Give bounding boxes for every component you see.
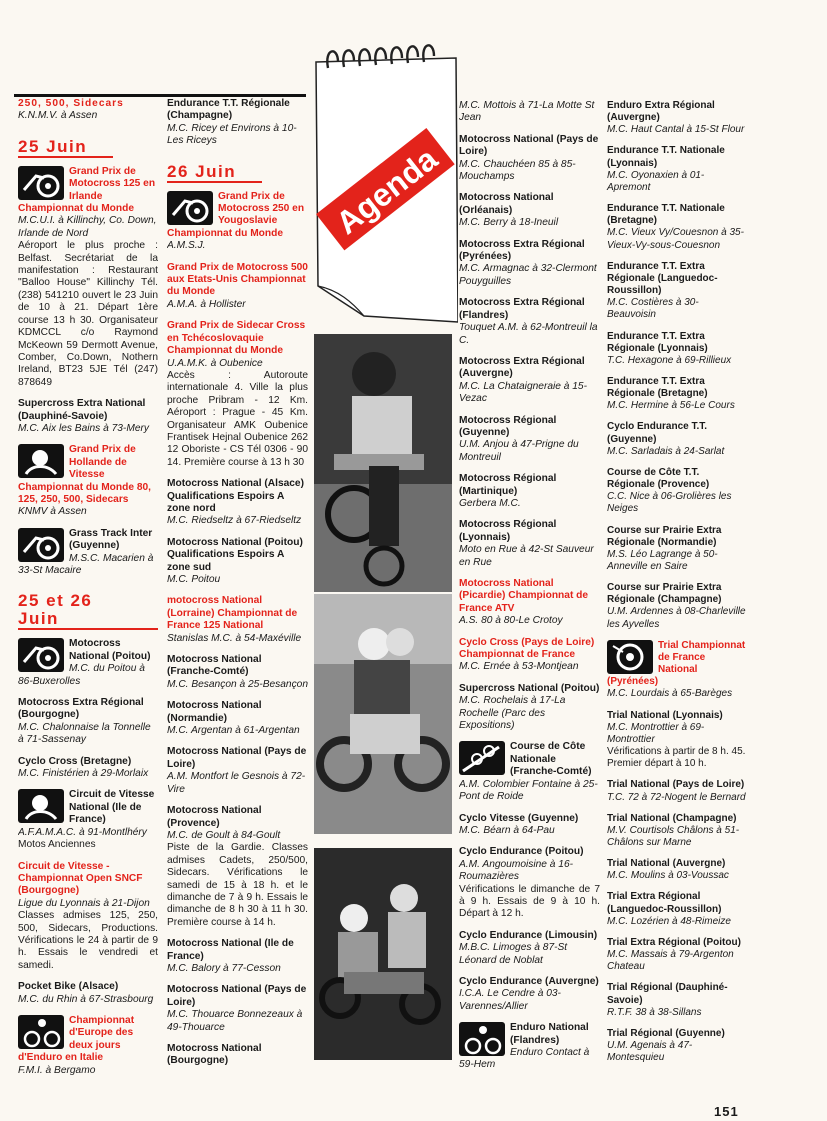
entry-organizer: M.C. Montrottier à 69-Montrottier xyxy=(607,721,705,745)
entry-title: Motocross Régional (Lyonnais) xyxy=(459,519,557,543)
agenda-entry xyxy=(167,700,308,737)
entry-details: Motos Anciennes xyxy=(18,839,96,851)
agenda-entry xyxy=(607,858,747,882)
top-rule xyxy=(14,94,306,97)
entry-title: Circuit de Vitesse - Championnat Open SNCF (Bourgogne) xyxy=(18,860,143,897)
agenda-entry xyxy=(459,683,600,733)
entry-organizer: M.C. Chauchéen 85 à 85-Mouchamps xyxy=(459,158,576,183)
entry-title: Motocross National (Normandie) xyxy=(167,700,262,724)
agenda-entry xyxy=(459,239,600,289)
entry-title: Endurance T.T. Extra Régionale (Languedoc-Roussillon) xyxy=(607,260,718,297)
agenda-entry xyxy=(607,331,747,367)
date-heading: 26 Juin xyxy=(167,163,262,183)
entry-organizer: M.C. de Goult à 84-Goult xyxy=(167,829,281,841)
agenda-entry xyxy=(167,805,308,929)
agenda-entry xyxy=(167,746,308,796)
entry-title: Trial Extra Régional (Languedoc-Roussillon) xyxy=(607,891,722,915)
entry-organizer: M.C. Lozérien à 48-Rimeize xyxy=(607,915,731,927)
entry-organizer: K.N.M.V. à Assen xyxy=(18,110,98,122)
entry-organizer: M.C. Besançon à 25-Besançon xyxy=(167,678,309,690)
page-number: 151 xyxy=(714,1104,739,1119)
agenda-entry xyxy=(167,595,308,645)
motocross-icon xyxy=(18,166,64,200)
photo-sidecar-jump xyxy=(314,848,452,1060)
entry-organizer: I.C.A. Le Cendre à 03-Varennes/Allier xyxy=(459,988,561,1012)
entry-title: Grand Prix de Motocross 250 en Yougoslavie Championnat du Monde xyxy=(167,190,305,239)
agenda-entry xyxy=(459,134,600,184)
entry-title: Cyclo Endurance (Limousin) xyxy=(459,929,598,941)
entry-organizer: A.F.A.M.A.C. à 91-Montlhéry xyxy=(18,826,147,838)
entry-title: Grand Prix de Motocross 125 en Irlande Championnat du Monde xyxy=(18,165,156,215)
entry-details: Classes admises 125, 250, 500, Sidecars, Productions. Vérifications le 24 à partir de 9 h. Essais le vendredi et samedi. xyxy=(18,910,158,971)
entry-title: Motocross National (Pays de Loire) xyxy=(459,133,599,158)
enduro-icon xyxy=(18,1015,64,1049)
entry-title: Grand Prix de Hollande de Vitesse Championnat du Monde 80, 125, 250, 500, Sidecars xyxy=(18,444,152,505)
entry-title: Motocross National (Provence) xyxy=(167,805,262,829)
entry-organizer: M.C. Lourdais à 65-Barèges xyxy=(607,688,733,700)
agenda-entry xyxy=(459,415,600,465)
entry-title: Cyclo Endurance T.T. (Guyenne) xyxy=(607,421,708,445)
entry-title: Cyclo Cross (Bretagne) xyxy=(18,755,132,767)
entry-organizer: C.C. Nice à 06-Grolières les Neiges xyxy=(607,491,732,515)
entry-organizer: A.M. Montfort le Gesnois à 72-Vire xyxy=(167,771,306,795)
entry-organizer: M.C. Haut Cantal à 15-St Flour xyxy=(607,124,745,136)
date-heading: 25 Juin xyxy=(18,138,113,158)
entry-organizer: M.C. Berry à 18-Ineuil xyxy=(459,217,559,229)
agenda-entry xyxy=(459,846,600,920)
photo-atv-riders xyxy=(314,594,452,834)
entry-organizer: M.C. Costières à 30-Beauvoisin xyxy=(607,297,699,321)
entry-organizer: KNMV à Assen xyxy=(18,506,87,518)
entry-title: Motocross Extra Régional (Flandres) xyxy=(459,297,585,321)
agenda-entry xyxy=(18,166,158,389)
entry-title: Motocross Extra Régional (Bourgogne) xyxy=(18,697,144,721)
agenda-entry xyxy=(459,741,600,803)
agenda-entry xyxy=(607,982,747,1018)
column-4 xyxy=(607,100,747,1073)
agenda-entry xyxy=(18,528,158,578)
agenda-entry xyxy=(167,984,308,1034)
entry-details: Piste de la Gardie. Classes admises Cadets, 250/500, Sidecars. Vérifications le samedi de 15 à 18 h. et le dimanche de 7 à 9 h. Essais le dimanche de 8 h 30 à 11 h 30. Première course à 14 h. xyxy=(167,842,308,928)
agenda-entry xyxy=(607,421,747,457)
agenda-entry xyxy=(607,710,747,771)
road-racing-icon xyxy=(18,444,64,478)
entry-title: Trial Extra Régional (Poitou) xyxy=(607,936,741,948)
entry-title: Championnat d'Europe des deux jours d'Enduro en Italie xyxy=(18,1014,135,1064)
column-1 xyxy=(18,98,158,1086)
agenda-entry xyxy=(607,376,747,412)
entry-organizer: U.M. Agenais à 47-Montesquieu xyxy=(607,1040,693,1064)
agenda-entry xyxy=(18,1015,158,1077)
entry-title: Motocross National (Pays de Loire) xyxy=(167,984,307,1008)
agenda-entry xyxy=(167,320,308,469)
agenda-entry xyxy=(167,1043,308,1068)
agenda-entry xyxy=(167,98,308,148)
agenda-entry xyxy=(607,1028,747,1064)
entry-organizer: M.C. Chalonnaise la Tonnelle à 71-Sassenay xyxy=(18,721,151,746)
entry-organizer: Enduro Contact à 59-Hem xyxy=(459,1047,590,1071)
agenda-entry xyxy=(167,478,308,528)
entry-organizer: M.C. Béarn à 64-Pau xyxy=(459,824,555,836)
entry-details: Vérifications à partir de 8 h. 45. Premier départ à 10 h. xyxy=(607,746,746,770)
agenda-entry xyxy=(607,525,747,574)
agenda-entry xyxy=(607,467,747,516)
agenda-entry xyxy=(607,145,747,194)
entry-title: Motocross Régional (Martinique) xyxy=(459,473,557,497)
agenda-entry xyxy=(167,654,308,691)
entry-organizer: Moto en Rue à 42-St Sauveur en Rue xyxy=(459,544,594,568)
entry-organizer: M.C. Balory à 77-Cesson xyxy=(167,962,281,974)
entry-organizer: M.C. Thouarce Bonnezeaux à 49-Thouarce xyxy=(167,1009,303,1033)
entry-title: Trial Championnat de France National (Pyrénées) xyxy=(607,639,746,688)
entry-title: Trial National (Auvergne) xyxy=(607,858,726,870)
agenda-entry xyxy=(607,261,747,322)
entry-organizer: T.C. 72 à 72-Nogent le Bernard xyxy=(607,791,746,803)
entry-title: Cyclo Endurance (Auvergne) xyxy=(459,975,599,987)
agenda-entry xyxy=(607,640,747,701)
entry-organizer: M.C. Aix les Bains à 73-Mery xyxy=(18,422,149,434)
agenda-entry xyxy=(459,1022,600,1072)
entry-title: Endurance T.T. Nationale (Bretagne) xyxy=(607,203,725,227)
entry-organizer: M.C. Hermine à 56-Le Cours xyxy=(607,400,735,412)
entry-title: Grand Prix de Motocross 500 aux Etats-Unis Championnat du Monde xyxy=(167,261,308,298)
agenda-entry xyxy=(167,262,308,312)
entry-organizer: Gerbera M.C. xyxy=(459,497,521,509)
agenda-entry xyxy=(167,938,308,975)
entry-organizer: M.C. Riedseltz à 67-Riedseltz xyxy=(167,515,302,527)
entry-organizer: M.V. Courtisols Châlons à 51-Châlons sur Marne xyxy=(607,824,740,848)
entry-details: Aéroport le plus proche : Belfast. Secrétariat de la manifestation : Restaurant "Balloo House" Killinchy Tél. (238) 541210 ouvert le 23 Juin de 10 à 21. Départ 1ère course 13 h 30. Organisateur KDMCCL c/o Raymond McKeown 59 Dermott Avenue, Comber, Co.Down, Nothern Ireland, BT23 5JE Tél (247) 878649 xyxy=(18,240,158,388)
entry-title: Cyclo Cross (Pays de Loire) Championnat de France xyxy=(459,636,595,661)
agenda-entry xyxy=(459,930,600,967)
entry-title: Trial National (Champagne) xyxy=(607,812,737,824)
entry-title: Motocross National (Ile de France) xyxy=(167,938,294,962)
agenda-entry xyxy=(18,638,158,688)
entry-title: Enduro Extra Régional (Auvergne) xyxy=(607,100,715,124)
agenda-entry xyxy=(18,98,158,123)
agenda-entry xyxy=(18,981,158,1006)
entry-organizer: M.C. Ernée à 53-Montjean xyxy=(459,661,579,673)
entry-organizer: M.S. Léo Lagrange à 50-Anneville en Saire xyxy=(607,548,718,572)
entry-organizer: M.C. Moulins à 03-Voussac xyxy=(607,870,729,882)
entry-title: motocross National (Lorraine) Championnat de France 125 National xyxy=(167,595,298,632)
agenda-entry xyxy=(459,297,600,347)
entry-organizer: U.M. Anjou à 47-Prigne du Montreuil xyxy=(459,439,579,463)
agenda-entry xyxy=(459,637,600,674)
entry-title: Motocross National (Orléanais) xyxy=(459,192,554,216)
entry-organizer: A.M. Colombier Fontaine à 25-Pont de Roide xyxy=(459,778,598,803)
entry-title: Course de Côte T.T. Régionale (Provence) xyxy=(607,466,710,491)
entry-organizer: M.S.C. Macarien à 33-St Macaire xyxy=(18,552,154,576)
entry-organizer: U.A.M.K. à Oubenice xyxy=(167,357,263,369)
entry-title: Supercross National (Poitou) xyxy=(459,682,600,694)
entry-title: Grass Track Inter (Guyenne) xyxy=(69,527,153,552)
agenda-entry xyxy=(459,813,600,838)
entry-organizer: M.C. La Chataigneraie à 15-Vezac xyxy=(459,380,587,405)
agenda-entry xyxy=(459,356,600,406)
agenda-entry xyxy=(607,100,747,136)
entry-organizer: M.C.U.I. à Killinchy, Co. Down, Irlande de Nord xyxy=(18,215,157,239)
entry-organizer: M.B.C. Limoges à 87-St Léonard de Noblat xyxy=(459,942,568,966)
agenda-entry xyxy=(18,444,158,518)
agenda-entry xyxy=(607,779,747,803)
date-heading: 25 et 26 Juin xyxy=(18,592,158,630)
agenda-entry xyxy=(18,398,158,435)
entry-title: Motocross National (Bourgogne) xyxy=(167,1043,262,1067)
entry-details: Accès : Autoroute internationale 4. Ville la plus proche Pribram - 12 Km. Aéroport : Prague - 45 Km. Organisateur AMK Oubenice Frantisek Hejnal Oubenice 262 12 Oboriste - CS Tél 0306 - 90 14. Première course à 13 h 30 xyxy=(167,369,308,468)
entry-organizer: M.C. Finistérien à 29-Morlaix xyxy=(18,768,149,780)
agenda-entry xyxy=(459,473,600,510)
agenda-entry xyxy=(459,578,600,628)
entry-title: Circuit de Vitesse National (Ile de France) xyxy=(69,789,155,826)
agenda-entry xyxy=(607,813,747,849)
agenda-entry xyxy=(167,537,308,587)
entry-title: Course sur Prairie Extra Régionale (Champagne) xyxy=(607,582,722,606)
agenda-entry xyxy=(459,976,600,1013)
entry-title: Trial National (Lyonnais) xyxy=(607,709,723,721)
entry-title: Motocross Extra Régional (Auvergne) xyxy=(459,355,585,380)
agenda-entry xyxy=(607,203,747,252)
entry-organizer: M.C. Argentan à 61-Argentan xyxy=(167,725,300,737)
entry-title: 250, 500, Sidecars xyxy=(18,98,124,109)
agenda-entry xyxy=(18,697,158,747)
entry-details: Vérifications le dimanche de 7 à 9 h. Essais de 9 à 10 h. Départ à 12 h. xyxy=(459,883,600,920)
trial-icon xyxy=(607,640,653,674)
entry-title: Motocross National (Alsace) Qualifications Espoirs A zone nord xyxy=(167,478,304,514)
agenda-title: Agenda xyxy=(329,140,444,242)
agenda-entry xyxy=(18,861,158,973)
entry-organizer: T.C. Hexagone à 69-Rillieux xyxy=(607,354,732,366)
agenda-entry xyxy=(459,192,600,229)
motocross-icon xyxy=(18,638,64,672)
enduro-icon xyxy=(459,1022,505,1056)
entry-title: Supercross Extra National (Dauphiné-Savoie) xyxy=(18,398,146,422)
entry-organizer: M.C. Sarladais à 24-Sarlat xyxy=(607,445,725,457)
entry-organizer: M.C. du Rhin à 67-Strasbourg xyxy=(18,993,154,1005)
entry-title: Motocross Extra Régional (Pyrénées) xyxy=(459,238,585,263)
entry-organizer: A.S. 80 à 80-Le Crotoy xyxy=(459,615,563,627)
agenda-entry xyxy=(607,891,747,927)
entry-title: Endurance T.T. Nationale (Lyonnais) xyxy=(607,145,725,169)
entry-title: Course sur Prairie Extra Régionale (Normandie) xyxy=(607,524,722,548)
entry-title: Pocket Bike (Alsace) xyxy=(18,981,119,993)
road-racing-icon xyxy=(18,789,64,823)
entry-organizer: U.M. Ardennes à 08-Charleville les Ayvelles xyxy=(607,606,746,630)
motocross-icon xyxy=(167,191,213,225)
entry-organizer: M.C. Rochelais à 17-La Rochelle (Parc des Expositions) xyxy=(459,695,566,732)
entry-organizer: M.C. Armagnac à 32-Clermont Pouyguilles xyxy=(459,263,597,287)
column-2 xyxy=(167,98,308,1077)
agenda-entry xyxy=(459,519,600,569)
agenda-notepad xyxy=(308,40,458,330)
photo-motocross-rider xyxy=(314,334,452,592)
entry-title: Motocross National (Poitou) xyxy=(69,638,151,662)
entry-organizer: M.C. Ricey et Environs à 10-Les Riceys xyxy=(167,122,297,147)
entry-organizer: R.T.F. 38 à 38-Sillans xyxy=(607,1006,702,1018)
entry-organizer: A.M.S.J. xyxy=(167,240,206,252)
agenda-entry xyxy=(459,100,600,125)
entry-title: Endurance T.T. Extra Régionale (Bretagne) xyxy=(607,375,708,400)
entry-organizer: Ligue du Lyonnais à 21-Dijon xyxy=(18,897,150,909)
entry-organizer: M.C. Mottois à 71-La Motte St Jean xyxy=(459,100,595,124)
entry-title: Trial Régional (Guyenne) xyxy=(607,1027,725,1039)
agenda-entry xyxy=(18,789,158,851)
entry-organizer: M.C. Oyonaxien à 01-Apremont xyxy=(607,169,705,193)
entry-title: Motocross National (Franche-Comté) xyxy=(167,654,262,678)
agenda-entry xyxy=(607,582,747,631)
entry-title: Motocross National (Poitou) Qualifications Espoirs A zone sud xyxy=(167,536,303,573)
agenda-entry xyxy=(607,937,747,973)
hillclimb-icon xyxy=(459,741,505,775)
entry-organizer: M.C. Massais à 79-Argenton Chateau xyxy=(607,949,734,973)
entry-organizer: Touquet A.M. à 62-Montreuil la C. xyxy=(459,322,598,346)
entry-title: Cyclo Endurance (Poitou) xyxy=(459,846,584,858)
entry-title: Motocross National (Picardie) Championnat de France ATV xyxy=(459,578,589,614)
agenda-entry xyxy=(18,756,158,781)
entry-title: Grand Prix de Sidecar Cross en Tchécoslovaquie Championnat du Monde xyxy=(167,320,306,357)
entry-title: Endurance T.T. Régionale (Champagne) xyxy=(167,98,290,122)
entry-title: Trial Régional (Dauphiné-Savoie) xyxy=(607,982,728,1006)
entry-title: Enduro National (Flandres) xyxy=(510,1022,589,1046)
entry-organizer: M.C. Poitou xyxy=(167,574,221,585)
entry-organizer: F.M.I. à Bergamo xyxy=(18,1064,96,1076)
entry-organizer: M.C. Vieux Vy/Couesnon à 35-Vieux-Vy-sous-Couesnon xyxy=(607,227,744,251)
motocross-icon xyxy=(18,528,64,562)
entry-title: Motocross National (Pays de Loire) xyxy=(167,746,307,770)
entry-organizer: A.M. Angoumoisine à 16-Roumazières xyxy=(459,858,574,883)
entry-organizer: Stanislas M.C. à 54-Maxéville xyxy=(167,632,302,644)
entry-title: Course de Côte Nationale (Franche-Comté) xyxy=(510,741,592,778)
entry-title: Motocross Régional (Guyenne) xyxy=(459,414,557,438)
entry-organizer: A.M.A. à Hollister xyxy=(167,298,246,310)
entry-title: Cyclo Vitesse (Guyenne) xyxy=(459,812,579,824)
agenda-entry xyxy=(167,191,308,253)
column-3 xyxy=(459,100,600,1081)
entry-title: Endurance T.T. Extra Régionale (Lyonnais) xyxy=(607,330,708,354)
entry-organizer: M.C. du Poitou à 86-Buxerolles xyxy=(18,663,145,687)
entry-title: Trial National (Pays de Loire) xyxy=(607,779,745,791)
